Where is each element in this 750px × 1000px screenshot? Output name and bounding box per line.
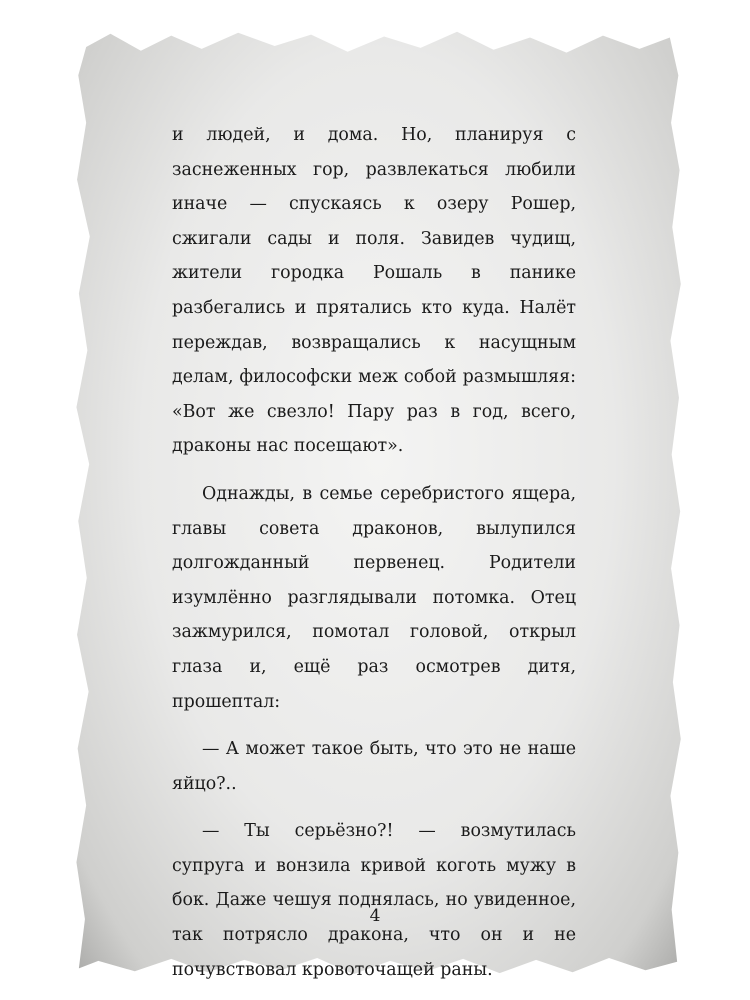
paragraph-1: и людей, и дома. Но, планируя с заснеженных гор, развлекаться любили иначе — спускаясь к озеру Рошер, сжигали сады и поля. Завидев чудищ, жители городка Рошаль в панике разбегались и прятались кто куда. Налёт переждав, возвращались к насущным делам, философски меж собой размышляя: «Вот же свезло! Пару раз в год, всего, драконы нас посещают».: [172, 125, 576, 457]
paragraph-2: Однажды, в семье серебристого ящера, главы совета драконов, вылупился долгожданный первенец. Родители изумлённо разглядывали потомка. Отец зажмурился, помотал головой, открыл глаза и, ещё раз осмотрев дитя, прошептал:: [172, 483, 576, 712]
paragraph-3-dialogue: — А может такое быть, что это не наше яйцо?..: [172, 739, 576, 794]
paragraph-4-dialogue: — Ты серьёзно?! — возмутилась супруга и вонзила кривой коготь мужу в бок. Даже чешуя поднялась, но увиденное, так потрясло дракона, что он и не почувствовал кровоточащей раны.: [172, 821, 576, 980]
page-body-text: [172, 118, 576, 1000]
page-number: 4: [369, 906, 381, 926]
